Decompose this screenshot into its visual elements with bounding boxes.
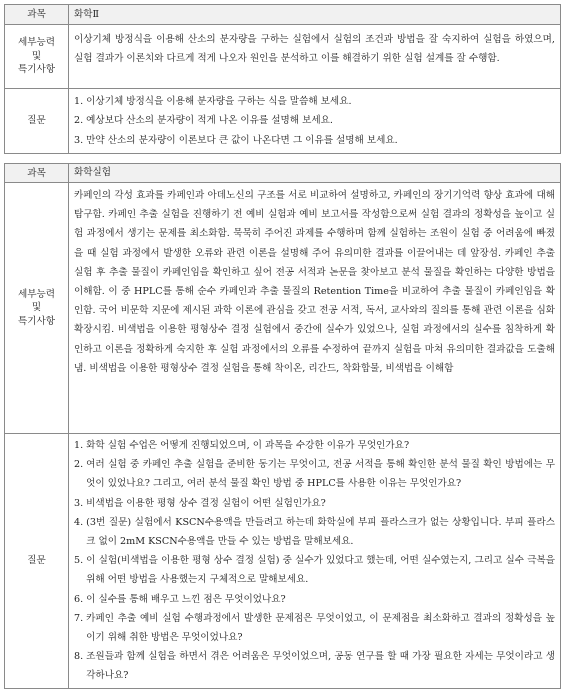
subject-header: 과목 — [5, 164, 69, 183]
question-text: 화학 실험 수업은 어떻게 진행되었으며, 이 과목을 수강한 이유가 무엇인가요? — [86, 440, 410, 451]
question-number: 5. — [74, 555, 84, 567]
detail-label — [5, 25, 69, 89]
detail-label-line: 세부능력 — [17, 37, 56, 49]
question-number: 7. — [74, 612, 84, 624]
subject-value: 화학Ⅱ — [69, 5, 561, 25]
question-text: 이 실수를 통해 배우고 느낀 점은 무엇이었나요? — [86, 593, 286, 605]
question-item — [74, 609, 555, 647]
detail-text: 이상기체 방정식을 이용해 산소의 분자량을 구하는 실험에서 실험의 조건과 방법을 잘 숙지하여 실험을 하였으며, 실험 결과가 이론치와 다르게 적게 나오자 원인을 분석하고 이를 해결하기 위한 실험 설계를 잘 수행함. — [74, 34, 555, 65]
question-item — [74, 494, 555, 513]
question-number: 4. — [74, 516, 84, 528]
record-table-chemistry-2 — [4, 4, 561, 154]
question-item — [74, 111, 555, 130]
detail-label-line: 및 — [31, 50, 42, 62]
detail-text-cell — [69, 25, 561, 89]
subject-value: 화학실험 — [69, 164, 561, 183]
question-text: 카페인 추출 예비 실험 수행과정에서 발생한 문제점은 무엇이었고, 이 문제점을 최소화하고 결과의 정확성을 높이기 위해 취한 방법은 무엇이었나요? — [86, 612, 555, 644]
question-number: 8. — [74, 651, 84, 663]
detail-text-cell — [69, 183, 561, 434]
question-item — [74, 513, 555, 551]
detail-label-line: 특기사항 — [17, 315, 56, 327]
question-text: 여러 실험 중 카페인 추출 실험을 준비한 동기는 무엇이고, 전공 서적을 통해 확인한 분석 물질 확인 방법에는 무엇이 있었나요? 그리고, 여러 분석 물질 확인 방법 중 HPLC를 사용한 이유는 무엇인가요? — [86, 459, 555, 490]
detail-label-line: 세부능력 — [17, 288, 56, 300]
question-text: 예상보다 산소의 분자량이 적게 나온 이유를 설명해 보세요. — [86, 115, 333, 127]
record-table-chemistry-lab — [4, 163, 561, 689]
question-list-cell — [69, 89, 561, 154]
detail-text: 카페인의 각성 효과를 카페인과 아데노신의 구조를 서로 비교하여 설명하고, 카페인의 장기기억력 향상 효과에 대해 탐구함. 카페인 추출 실험을 진행하기 전 예비 실험과 예비 보고서를 작성함으로써 실험 결과의 정확성을 높이고 실험 과정에서 생기는 문제를 최소화함. 묵묵히 주어진 과제를 수행하며 함께 실험하는 조원이 실험 중 어려움에 빠졌을 때 실험 과정에서 발생한 오류와 관련 이론을 설명해 주어 유의미한 결과를 이끌어내는 데 앞장섬. 카페인 추출 실험 후 추출 물질이 카페인임을 확인하고 싶어 전공 서적과 논문을 찾아보고 분석 물질을 확인하는 다양한 방법을 이해함. 이 중 HPLC를 통해 순수 카페인과 추출 물질의 Retention Time을 비교하여 추출 물질이 카페인임을 확인함. 국어 비문학 지문에 제시된 과학 이론에 관심을 갖고 전공 서적, 독서, 교사와의 질의를 통해 관련 이론을 심화 확장시킴. 비색법을 이용한 평형상수 결정 실험에서 중간에 실수가 있었으나, 실험 과정에서의 실수를 침착하게 확인하고 이론을 정확하게 숙지한 후 실험 과정에서의 오류를 수정하여 끝까지 실험을 마쳐 유의미한 결과값을 도출해냄. 비색법을 이용한 평형상수 결정 실험을 통해 착이온, 리간드, 착화합물, 비색법을 이해함 — [74, 190, 555, 374]
question-item — [74, 647, 555, 685]
question-item — [74, 92, 555, 111]
question-item — [74, 455, 555, 493]
detail-label — [5, 183, 69, 434]
question-list — [74, 436, 555, 686]
question-list — [74, 92, 555, 150]
question-label: 질문 — [5, 89, 69, 154]
question-number: 1. — [74, 440, 84, 451]
question-text: 비색법을 이용한 평형 상수 결정 실험이 어떤 실험인가요? — [86, 497, 326, 509]
question-number: 6. — [74, 593, 84, 605]
question-number: 3. — [74, 134, 84, 146]
question-number: 2. — [74, 115, 84, 127]
question-text: 이상기체 방정식을 이용해 분자량을 구하는 식을 말씀해 보세요. — [86, 96, 352, 107]
question-number: 1. — [74, 96, 84, 107]
question-label: 질문 — [5, 434, 69, 689]
question-item — [74, 590, 555, 609]
question-number: 3. — [74, 497, 84, 509]
question-text: 이 실험(비색법을 이용한 평형 상수 결정 실험) 중 실수가 있었다고 했는데, 어떤 실수였는지, 그리고 실수 극복을 위해 어떤 방법을 사용했는지 구체적으로 말해보세요. — [86, 555, 555, 586]
question-number: 2. — [74, 459, 84, 471]
question-item — [74, 436, 555, 455]
question-item — [74, 551, 555, 589]
question-text: (3번 질문) 실험에서 KSCN수용액을 만들려고 하는데 화학실에 부피 플라스크가 없는 상황입니다. 부피 플라스크 없이 2mM KSCN수용액을 만들 수 있는 방법을 말해보세요. — [86, 516, 555, 548]
question-list-cell — [69, 434, 561, 689]
detail-label-line: 및 — [31, 302, 42, 314]
question-text: 조원들과 함께 실험을 하면서 겪은 어려움은 무엇이었으며, 공동 연구를 할 때 가장 필요한 자세는 무엇이라고 생각하나요? — [86, 651, 555, 682]
detail-label-line: 특기사항 — [17, 64, 56, 76]
question-text: 만약 산소의 분자량이 이론보다 큰 값이 나온다면 그 이유를 설명해 보세요. — [86, 134, 398, 146]
subject-header: 과목 — [5, 5, 69, 25]
question-item — [74, 131, 555, 150]
